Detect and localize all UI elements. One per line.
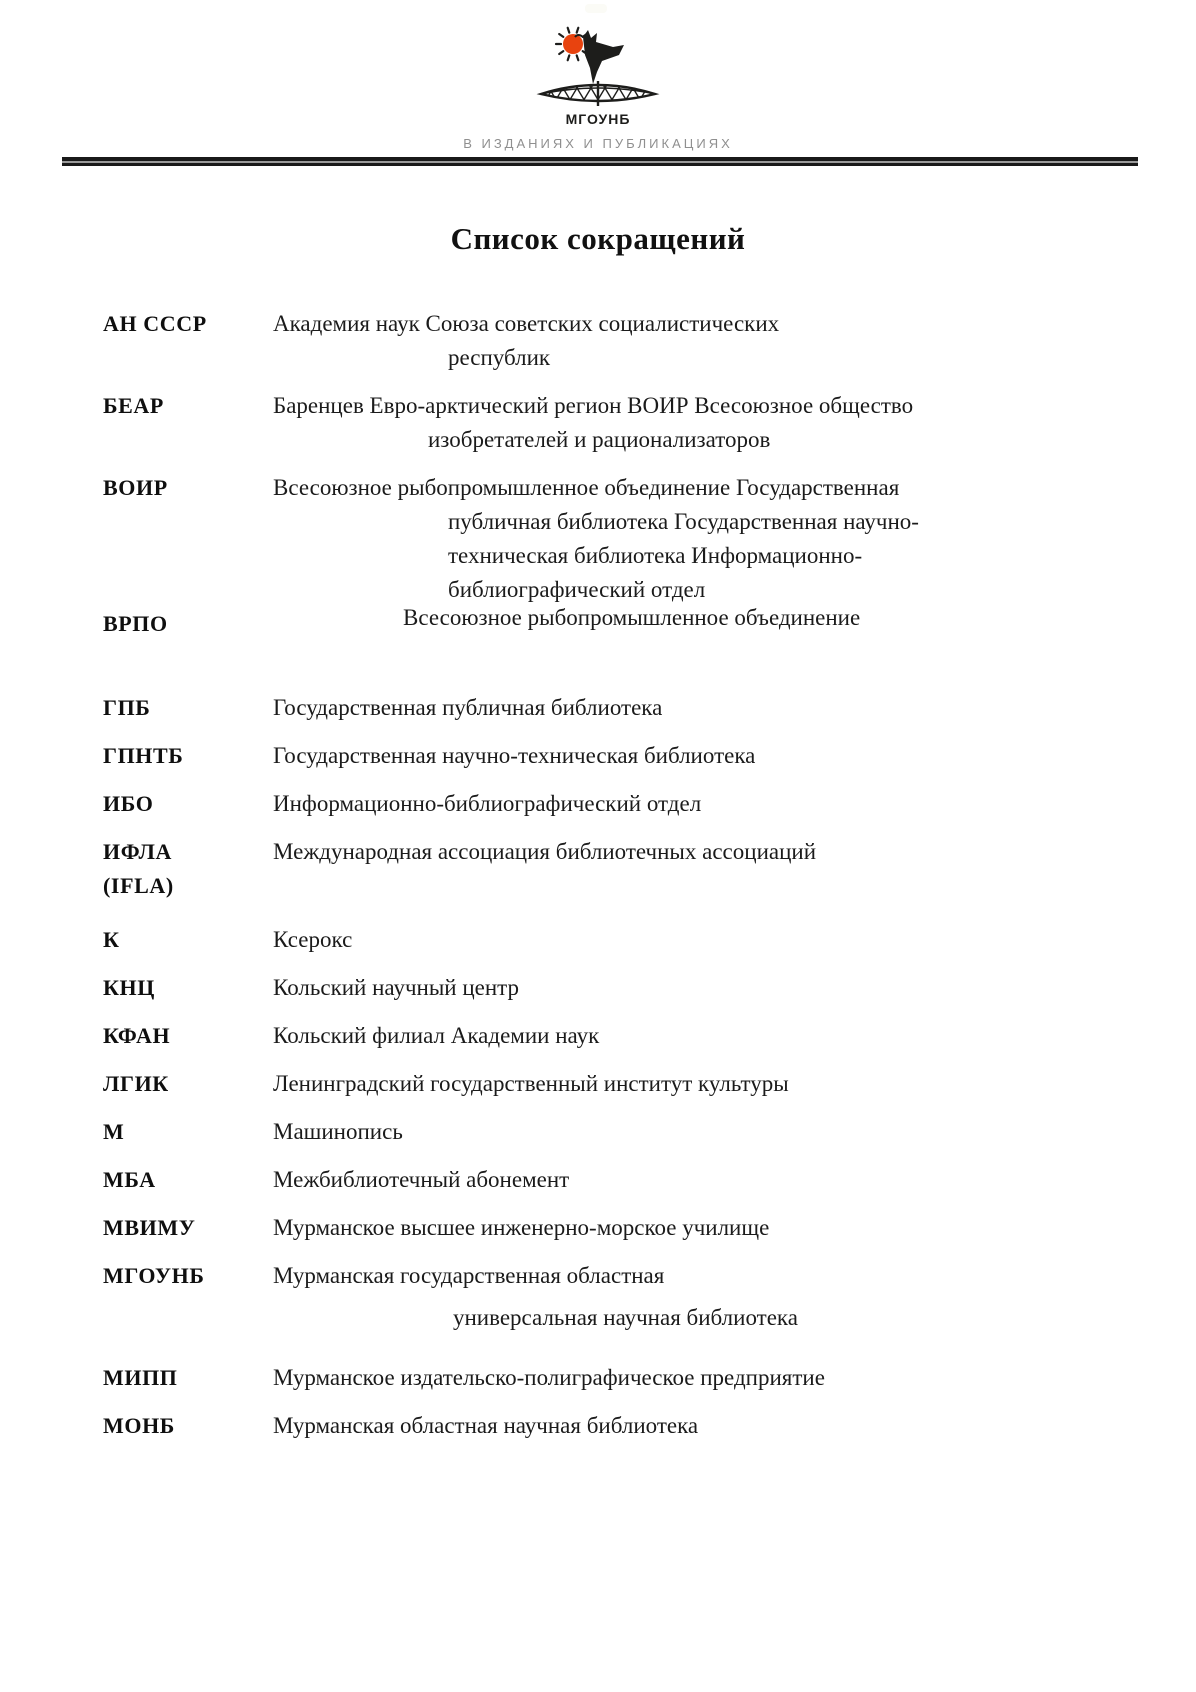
definition-text: Кольский филиал Академии наук xyxy=(273,1023,600,1048)
definition-text: Мурманская областная научная библиотека xyxy=(273,1413,699,1438)
definition-text: Межбиблиотечный абонемент xyxy=(273,1167,570,1192)
entry-abbreviation xyxy=(103,923,273,957)
abbreviation-text: ВРПО xyxy=(103,611,168,636)
abbreviation-entry xyxy=(103,389,1160,457)
definition-text: Мурманская государственная областная xyxy=(273,1263,665,1288)
entry-definition xyxy=(273,739,1160,773)
abbreviation-entry xyxy=(103,971,1160,1005)
abbreviation-text: ГПНТБ xyxy=(103,743,184,768)
definition-text: республик xyxy=(448,345,551,370)
abbreviation-text: ИБО xyxy=(103,791,154,816)
entry-definition xyxy=(273,471,1160,607)
entry-abbreviation xyxy=(103,471,273,505)
definition-text: Ленинградский государственный институт культуры xyxy=(273,1071,789,1096)
entry-abbreviation xyxy=(103,1259,273,1293)
entry-definition xyxy=(273,1019,1160,1053)
entry-abbreviation xyxy=(103,1067,273,1101)
abbreviation-text: МГОУНБ xyxy=(103,1263,205,1288)
entry-definition xyxy=(273,1259,1160,1335)
abbreviation-text: МБА xyxy=(103,1167,156,1192)
abbreviation-entry xyxy=(103,691,1160,725)
definition-text: Академия наук Союза советских социалистических xyxy=(273,311,780,336)
entry-definition xyxy=(273,389,1160,457)
entry-abbreviation xyxy=(103,971,273,1005)
abbreviation-text: МИПП xyxy=(103,1365,178,1390)
entry-abbreviation xyxy=(103,1409,273,1443)
entry-abbreviation xyxy=(103,739,273,773)
abbreviation-text: (IFLA) xyxy=(103,873,174,898)
entry-definition xyxy=(273,923,1160,957)
entry-definition xyxy=(273,787,1160,821)
abbreviation-text: ГПБ xyxy=(103,695,151,720)
abbreviation-text: МОНБ xyxy=(103,1413,175,1438)
header-divider xyxy=(62,157,1138,166)
definition-text: Кольский научный центр xyxy=(273,975,520,1000)
abbreviation-text: ЛГИК xyxy=(103,1071,169,1096)
definition-text: универсальная научная библиотека xyxy=(453,1305,798,1330)
abbreviation-text: КНЦ xyxy=(103,975,155,1000)
abbreviation-entry xyxy=(103,923,1160,957)
abbreviation-entry xyxy=(103,471,1160,607)
definition-text: Международная ассоциация библиотечных ассоциаций xyxy=(273,839,817,864)
definition-text: Информационно-библиографический отдел xyxy=(273,791,702,816)
abbreviation-entry xyxy=(103,1259,1160,1335)
abbreviation-entry xyxy=(103,787,1160,821)
entry-abbreviation xyxy=(103,835,273,903)
abbreviation-text: КФАН xyxy=(103,1023,171,1048)
entry-definition xyxy=(273,971,1160,1005)
entry-abbreviation xyxy=(103,787,273,821)
abbreviation-entry xyxy=(103,835,1160,903)
library-logo xyxy=(533,24,663,127)
logo-acronym-label: МГОУНБ xyxy=(565,111,631,127)
abbreviation-entry xyxy=(103,607,1160,641)
definition-text: Ксерокс xyxy=(273,927,353,952)
definition-text: Мурманское высшее инженерно-морское училище xyxy=(273,1215,770,1240)
abbreviation-entry xyxy=(103,1067,1160,1101)
abbreviation-text: АН СССР xyxy=(103,311,207,336)
definition-text: Государственная научно-техническая библиотека xyxy=(273,743,756,768)
abbreviation-text: БЕАР xyxy=(103,393,164,418)
entry-abbreviation xyxy=(103,1361,273,1395)
abbreviation-entry xyxy=(103,739,1160,773)
entry-abbreviation xyxy=(103,1211,273,1245)
entry-abbreviation xyxy=(103,307,273,341)
abbreviation-entry xyxy=(103,1211,1160,1245)
abbreviation-entry xyxy=(103,1361,1160,1395)
abbreviation-text: М xyxy=(103,1119,125,1144)
definition-text: техническая библиотека Информационно- xyxy=(448,543,863,568)
abbreviation-list xyxy=(103,307,1160,1443)
abbreviation-text: ИФЛА xyxy=(103,839,173,864)
abbreviation-entry xyxy=(103,1163,1160,1197)
definition-text: публичная библиотека Государственная научно- xyxy=(448,509,919,534)
entry-definition xyxy=(273,1163,1160,1197)
entry-definition xyxy=(273,1115,1160,1149)
abbreviation-text: ВОИР xyxy=(103,475,168,500)
abbreviation-text: МВИМУ xyxy=(103,1215,196,1240)
entry-abbreviation xyxy=(103,1163,273,1197)
page-title: Список сокращений xyxy=(450,221,746,256)
entry-definition xyxy=(273,601,1160,635)
entry-definition xyxy=(273,691,1160,725)
definition-text: Государственная публичная библиотека xyxy=(273,695,663,720)
entry-abbreviation xyxy=(103,389,273,423)
entry-abbreviation xyxy=(103,1115,273,1149)
entry-definition xyxy=(273,835,1160,869)
page-header xyxy=(0,0,1196,166)
entry-definition xyxy=(273,1361,1160,1395)
definition-text: Всесоюзное рыбопромышленное объединение xyxy=(403,605,861,630)
entry-definition xyxy=(273,307,1160,375)
definition-text: Мурманское издательско-полиграфическое предприятие xyxy=(273,1365,825,1390)
definition-text: изобретателей и рационализаторов xyxy=(428,427,771,452)
header-subtitle: В ИЗДАНИЯХ И ПУБЛИКАЦИЯХ xyxy=(463,136,733,151)
definition-text: Машинопись xyxy=(273,1119,403,1144)
scan-artifact xyxy=(585,4,607,13)
abbreviation-text: К xyxy=(103,927,120,952)
abbreviation-entry xyxy=(103,1115,1160,1149)
entry-definition xyxy=(273,1211,1160,1245)
abbreviation-entry xyxy=(103,1019,1160,1053)
definition-text: Баренцев Евро-арктический регион ВОИР Всесоюзное общество xyxy=(273,393,914,418)
abbreviation-entry xyxy=(103,1409,1160,1443)
definition-text: библиографический отдел xyxy=(448,577,706,602)
definition-text: Всесоюзное рыбопромышленное объединение Государственная xyxy=(273,475,900,500)
entry-abbreviation xyxy=(103,607,273,641)
reindeer-sun-book-logo-icon xyxy=(533,24,663,110)
entry-definition xyxy=(273,1067,1160,1101)
abbreviation-entry xyxy=(103,307,1160,375)
entry-definition xyxy=(273,1409,1160,1443)
entry-abbreviation xyxy=(103,691,273,725)
entry-abbreviation xyxy=(103,1019,273,1053)
